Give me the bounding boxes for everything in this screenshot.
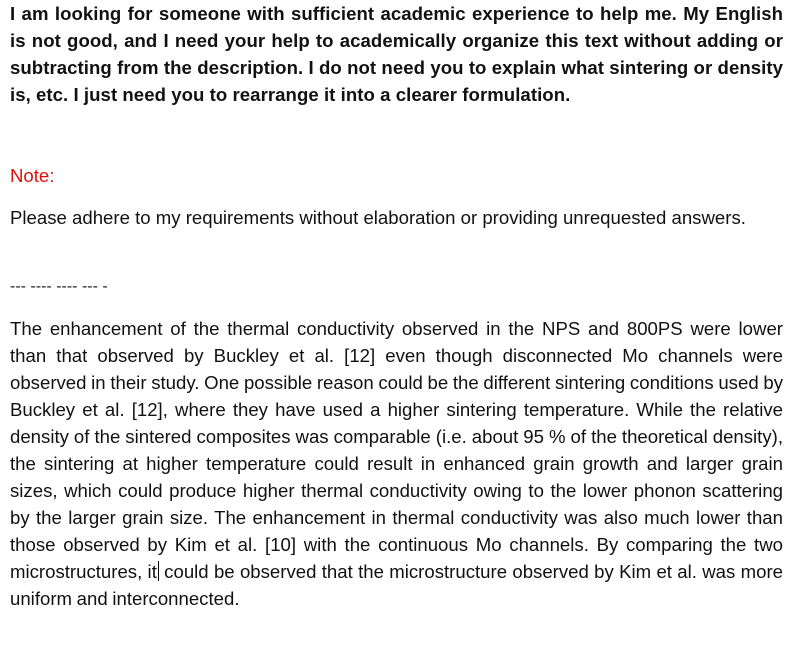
body-text-after-caret: could be observed that the microstructure observed by Kim et al. was more uniform and interconnected. <box>10 561 783 609</box>
body-text-before-caret: The enhancement of the thermal conductivity observed in the NPS and 800PS were lower than that observed by Buckley et al. [12] even though disconnected Mo channels were observed in their study. One possible reason could be the different sintering conditions used by Buckley et al. [12], where they have used a higher sintering temperature. While the relative density of the sintered composites was comparable (i.e. about 95 % of the theoretical density), the sintering at higher temperature could result in enhanced grain growth and larger grain sizes, which could produce higher thermal conductivity owing to the lower phonon scattering by the larger grain size. The enhancement in thermal conductivity was also much lower than those observed by Kim et al. [10] with the continuous Mo channels. By comparing the two microstructures, it <box>10 318 783 582</box>
intro-paragraph: I am looking for someone with sufficient academic experience to help me. My English is not good, and I need your help to academically organize this text without adding or subtracting from the description. I do not need you to explain what sintering or density is, etc. I just need you to rearrange it into a clearer formulation. <box>10 3 783 105</box>
separator-line: --- ---- ---- --- - <box>10 278 108 295</box>
note-label: Note: <box>10 165 55 186</box>
note-paragraph: Please adhere to my requirements without elaboration or providing unrequested answers. <box>10 207 746 228</box>
body-paragraph[interactable] <box>10 315 783 612</box>
